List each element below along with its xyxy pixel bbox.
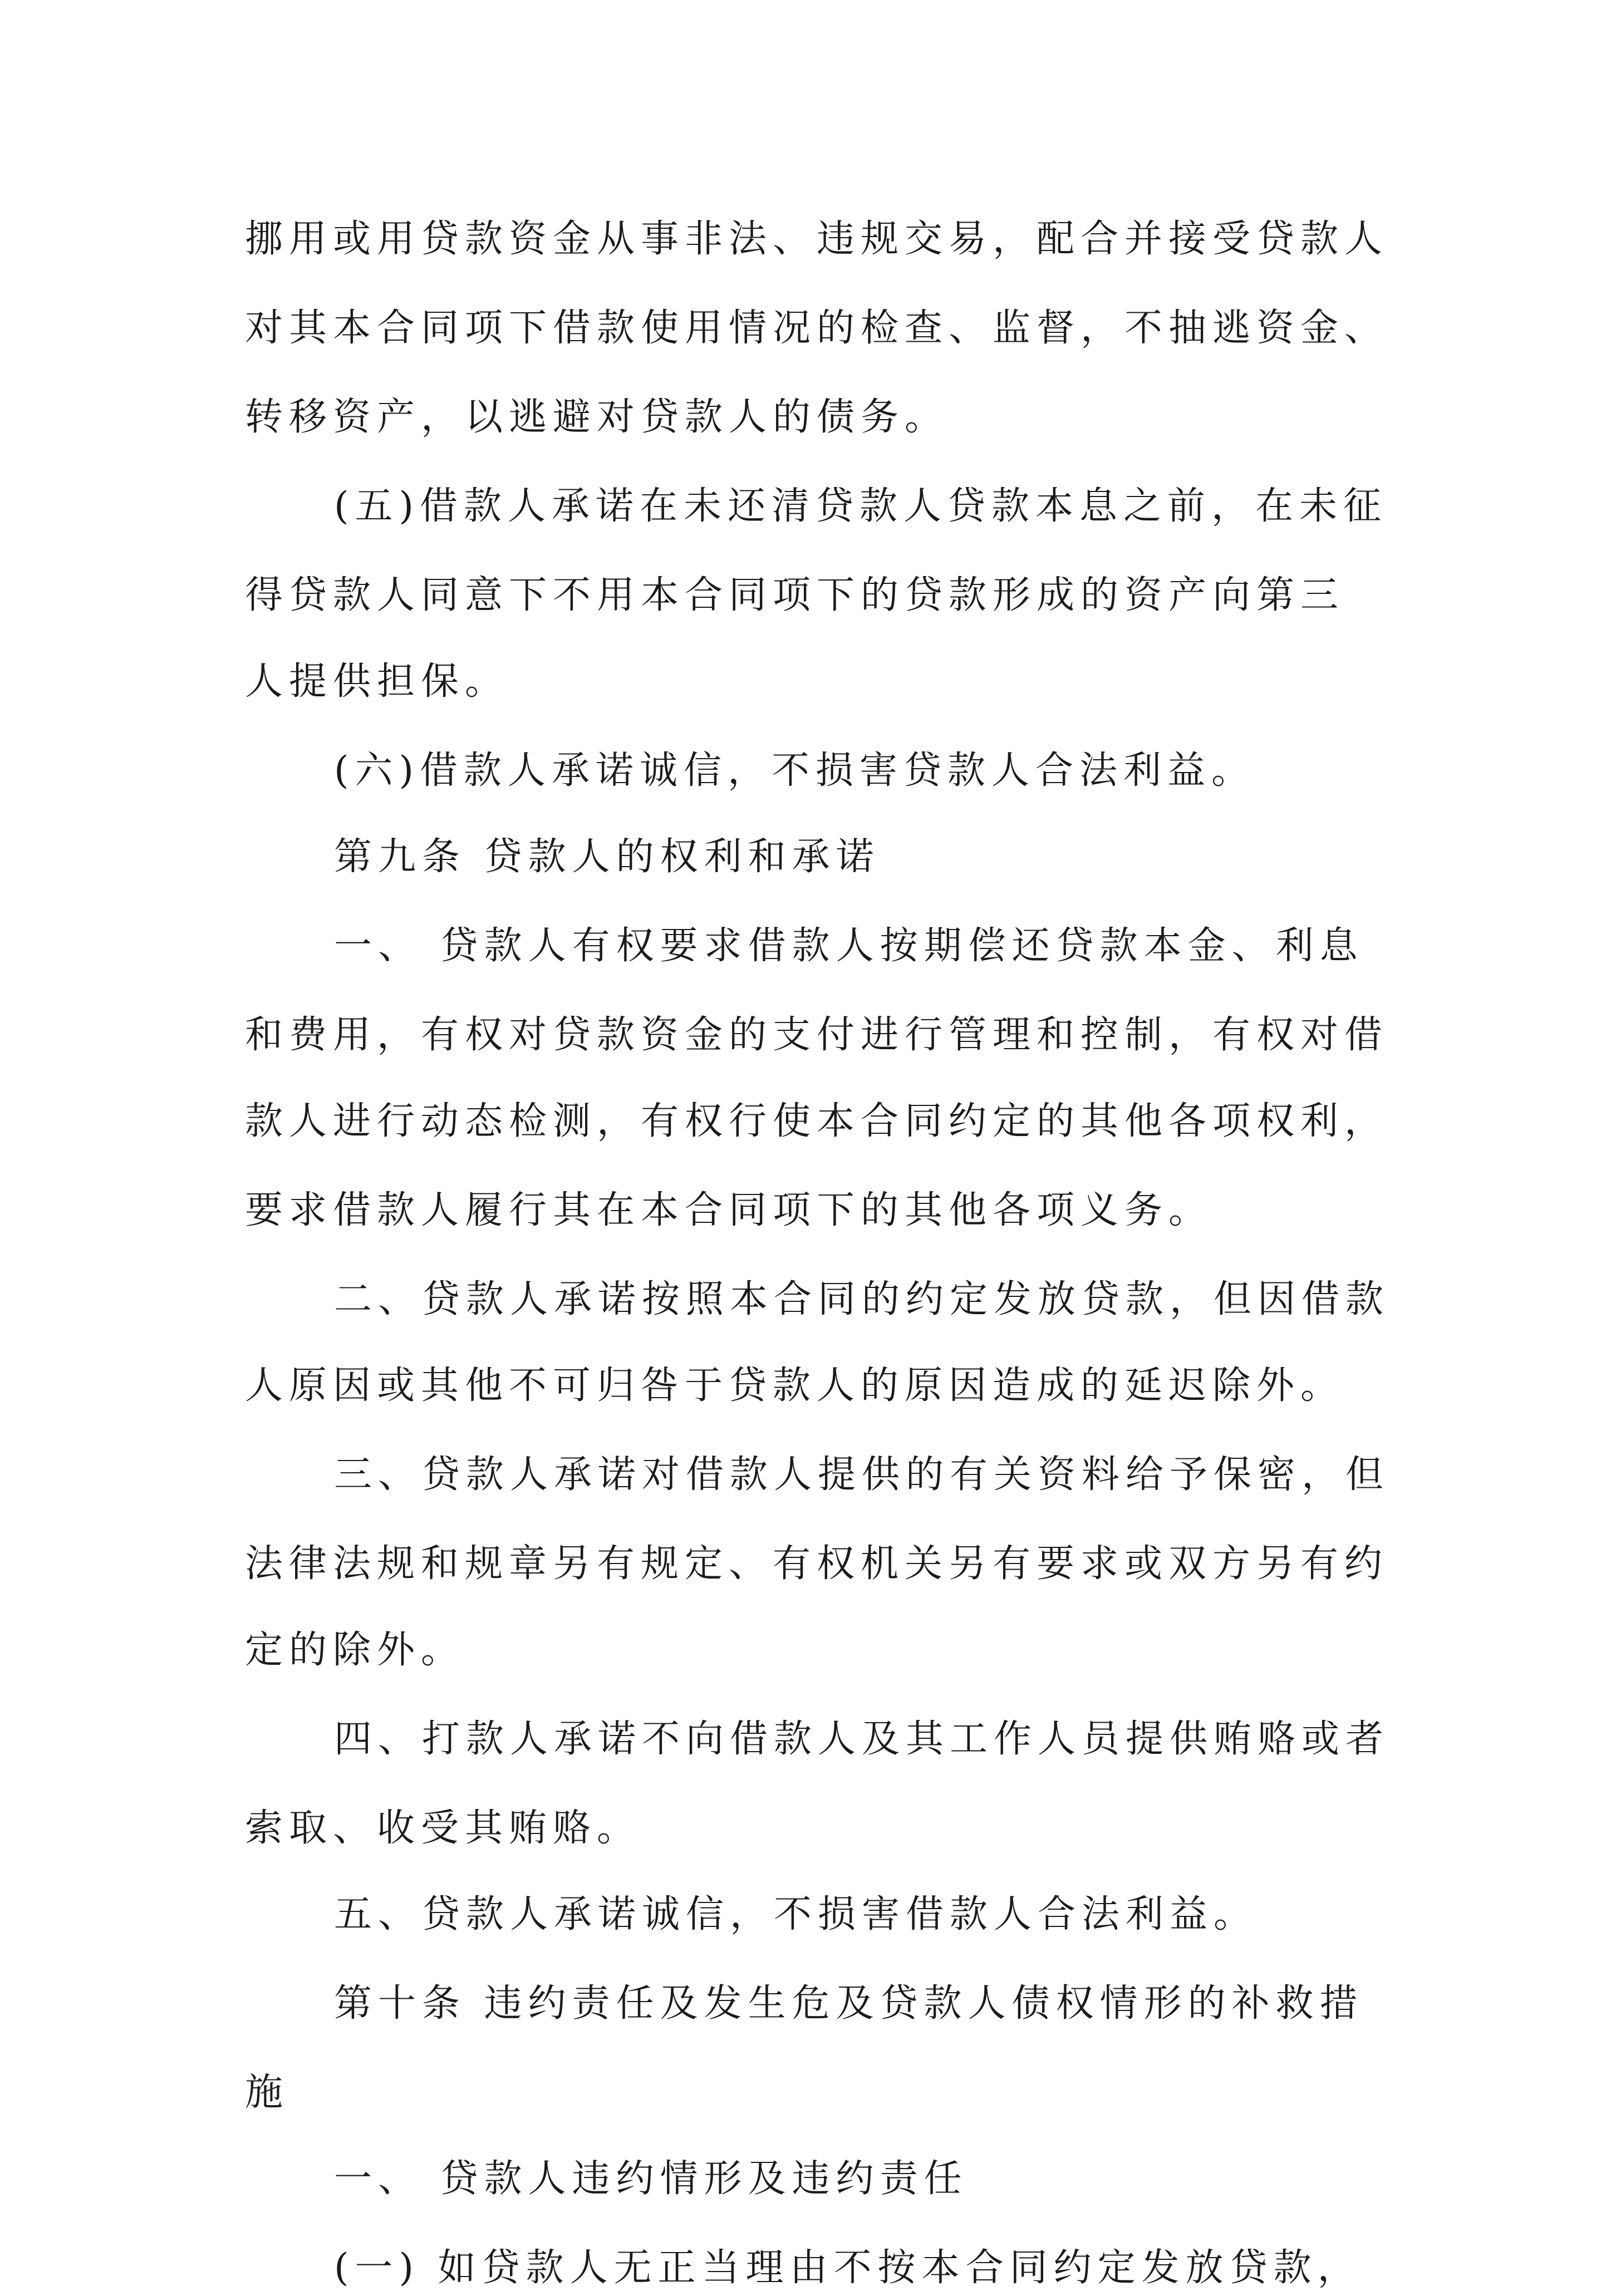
text-line: 款人进行动态检测，有权行使本合同约定的其他各项权利， [245, 1099, 1389, 1143]
text-line: 二、贷款人承诺按照本合同的约定发放贷款，但因借款 [334, 1277, 1390, 1321]
text-line: 四、打款人承诺不向借款人及其工作人员提供贿赂或者 [334, 1717, 1390, 1761]
text-line: 定的除外。 [245, 1628, 465, 1672]
text-line: 五、贷款人承诺诚信，不损害借款人合法利益。 [334, 1892, 1258, 1936]
section-heading: 第九条 贷款人的权利和承诺 [334, 835, 880, 879]
text-line: 人提供担保。 [245, 660, 509, 704]
text-line: 对其本合同项下借款使用情况的检查、监督，不抽逃资金、 [245, 306, 1389, 350]
text-line: (一) 如贷款人无正当理由不按本合同约定发放贷款， [334, 2246, 1362, 2290]
text-line: 转移资产，以逃避对贷款人的债务。 [245, 395, 949, 439]
text-line: 挪用或用贷款资金从事非法、违规交易，配合并接受贷款人 [245, 217, 1389, 261]
text-line: 人原因或其他不可归咎于贷款人的原因造成的延迟除外。 [245, 1364, 1345, 1408]
text-line: 三、贷款人承诺对借款人提供的有关资料给予保密，但 [334, 1453, 1390, 1497]
text-line: 索取、收受其贿赂。 [245, 1806, 641, 1850]
text-line: 法律法规和规章另有规定、有权机关另有要求或双方另有约 [245, 1542, 1389, 1586]
text-line: 要求借款人履行其在本合同项下的其他各项义务。 [245, 1188, 1213, 1232]
text-line: 得贷款人同意下不用本合同项下的贷款形成的资产向第三 [245, 573, 1345, 617]
text-line: 和费用，有权对贷款资金的支付进行管理和控制，有权对借 [245, 1013, 1389, 1057]
text-line: 一、 贷款人有权要求借款人按期偿还贷款本金、利息 [334, 924, 1364, 968]
section-heading-continued: 施 [245, 2071, 289, 2115]
section-heading: 第十条 违约责任及发生危及贷款人债权情形的补救措 [334, 1982, 1364, 2025]
subsection-heading: 一、 贷款人违约情形及违约责任 [334, 2157, 968, 2201]
text-line: (五)借款人承诺在未还清贷款人贷款本息之前，在未征 [334, 484, 1388, 528]
text-line: (六)借款人承诺诚信，不损害贷款人合法利益。 [334, 749, 1256, 793]
